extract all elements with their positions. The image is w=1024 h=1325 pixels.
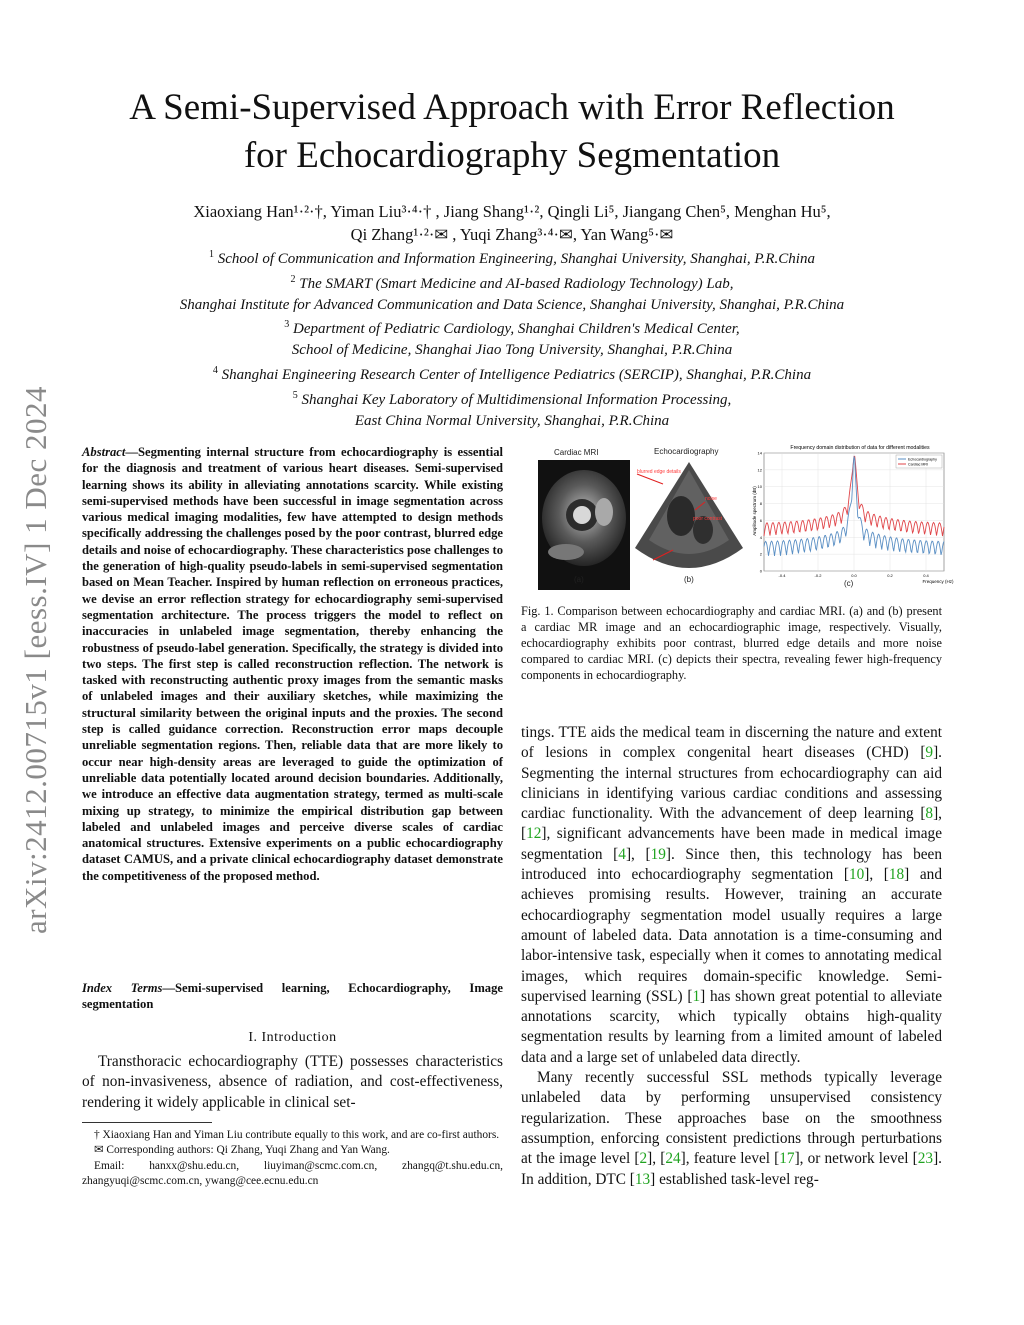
x-tick-label: -0.2 [814, 573, 822, 578]
abstract [82, 444, 503, 884]
chart-title: Frequency domain distribution of data for different modalities [790, 445, 930, 451]
figure-1 [524, 441, 952, 591]
legend-cardiac-mri: Cardiac MRI [908, 462, 928, 467]
x-tick-label: 0.0 [851, 573, 857, 578]
citation-link[interactable]: 9 [925, 744, 934, 762]
footnote-emails: Email: hanxx@shu.edu.cn, liuyiman@scmc.com.cn, zhangq@t.shu.edu.cn, zhangyuqi@scmc.com.cn, ywang@cee.ecnu.edu.cn [82, 1159, 503, 1187]
annotation-blurred-edges: blurred edge details [637, 469, 681, 475]
spectrum-chart [750, 441, 954, 591]
citation-link[interactable]: 19 [650, 845, 666, 863]
intro-paragraph: Transthoracic echocardiography (TTE) possesses characteristics of non-invasiveness, absence of radiation, and cost-effectiveness, rendering it widely applicable in clinical set- [82, 1053, 503, 1111]
x-tick-label: -0.4 [778, 573, 786, 578]
citation-link[interactable]: 17 [779, 1150, 795, 1168]
right-paragraph-1: tings. TTE aids the medical team in discerning the nature and extent of lesions in complex congenital heart diseases (CHD) [9]. Segmenting the internal structures from echocardiography can aid clinicians in identifying various cardiac conditions and assessing cardiac functionality. With the advancement of deep learning [8], [12], significant advancements have been made in medical image segmentation [4], [19]. Since then, this technology has been introduced into echocardiography segmentation [10], [18] and achieves promising results. However, training an accurate echocardiography segmentation model usually requires a large amount of labeled data. Data annotation is a time-consuming and labor-intensive task, especially when it comes to annotating medical images, which requires domain-specific knowledge. Semi-supervised learning (SSL) [1] has shown great potential to alleviate annotations scarcity, which typically obtains high-quality segmentation results by learning from a limited amount of labeled data and a large set of unlabeled data directly. [521, 724, 942, 1066]
chart-legend [896, 455, 942, 468]
echocardiography-image [633, 460, 745, 590]
title-line-1: A Semi-Supervised Approach with Error Reflection [129, 87, 895, 128]
right-column-body [521, 723, 942, 1190]
citation-link[interactable]: 1 [692, 987, 701, 1005]
y-tick-label: 12 [757, 467, 762, 473]
citation-link[interactable]: 18 [888, 866, 905, 884]
authors-line-2: Qi Zhang¹·²·✉ , Yuqi Zhang³·⁴·✉, Yan Wang⁵·✉ [350, 225, 674, 244]
arxiv-sidebar-id [8, 360, 64, 960]
citation-link[interactable]: 4 [618, 845, 626, 863]
x-tick-label: 0.2 [887, 573, 893, 578]
paper-title [60, 84, 964, 180]
abstract-label: Abstract [82, 445, 126, 459]
footnote-corresponding: ✉ Corresponding authors: Qi Zhang, Yuqi Zhang and Yan Wang. [94, 1144, 390, 1157]
y-tick-label: 14 [757, 450, 762, 456]
citation-link[interactable]: 24 [665, 1150, 681, 1168]
label-cardiac-mri: Cardiac MRI [554, 448, 599, 457]
citation-link[interactable]: 23 [917, 1150, 934, 1168]
y-tick-label: 6 [759, 517, 762, 523]
y-tick-label: 0 [759, 568, 762, 574]
index-terms [82, 980, 503, 1013]
subfigure-a-label: (a) [574, 575, 584, 584]
citation-link[interactable]: 13 [634, 1170, 651, 1188]
authors-line-1: Xiaoxiang Han¹·²·†, Yiman Liu³·⁴·† , Jiang Shang¹·², Qingli Li⁵, Jiangang Chen⁵, Menghan Hu⁵, [193, 202, 831, 221]
affiliation-3: $^3$ Department of Pediatric Cardiology, Shanghai Children's Medical Center, [284, 319, 740, 338]
footnote-equal-contribution: † Xiaoxiang Han and Yiman Liu contribute equally to this work, and are co-first authors. [94, 1129, 500, 1141]
annotation-poor-contrast: poor contrast [693, 516, 723, 522]
footnotes [82, 1128, 503, 1189]
y-tick-label: 10 [757, 484, 762, 490]
affiliation-2-cont: Shanghai Institute for Advanced Communication and Data Science, Shanghai University, Shanghai, P.R.China [179, 296, 845, 313]
citation-link[interactable]: 2 [639, 1150, 648, 1168]
author-list [100, 200, 924, 246]
figure-1-caption: Fig. 1. Comparison between echocardiography and cardiac MRI. (a) and (b) present a cardiac MR image and an echocardiographic image, respectively. Visually, echocardiography exhibits poor contrast, blurred edge details and more noise compared to cardiac MRI. (c) depicts their spectra, revealing fewer high-frequency components in echocardiography. [521, 604, 942, 682]
annotation-noise: noise [705, 496, 717, 502]
footnote-rule [82, 1122, 212, 1123]
y-tick-label: 2 [759, 551, 762, 557]
citation-link[interactable]: 10 [848, 866, 865, 884]
y-tick-label: 8 [759, 501, 762, 507]
affiliation-3-cont: School of Medicine, Shanghai Jiao Tong University, Shanghai, P.R.China [291, 342, 733, 359]
index-terms-label: Index Terms [82, 981, 163, 995]
affiliation-4: $^4$ Shanghai Engineering Research Center of Intelligence Pediatrics (SERCIP), Shanghai, P.R.China [212, 364, 812, 383]
affiliation-5: $^5$ Shanghai Key Laboratory of Multidimensional Information Processing, [292, 389, 732, 408]
index-terms-text: —Semi-supervised learning, Echocardiography, Image segmentation [82, 981, 503, 1012]
legend-echocardiography: Echocardiography [908, 457, 937, 462]
right-paragraph-2: Many recently successful SSL methods typically leverage unlabeled data by performing unsupervised consistency regularization. These approaches base on the smoothness assumption, enforcing consistent predictions through perturbations at the image level [2], [24], feature level [17], or network level [23]. In addition, DTC [13] established task-level reg- [521, 1069, 942, 1188]
citation-link[interactable]: 8 [925, 805, 934, 823]
citation-link[interactable]: 12 [526, 825, 542, 843]
affiliations [80, 245, 944, 431]
affiliation-2: $^2$ The SMART (Smart Medicine and AI-based Radiology Technology) Lab, [290, 273, 734, 292]
arxiv-id-text: arXiv:2412.00715v1 [eess.IV] 1 Dec 2024 [18, 385, 53, 935]
x-tick-label: 0.4 [923, 573, 929, 578]
cardiac-mri-image [538, 460, 630, 590]
section-heading-introduction: I. Introduction [248, 1030, 337, 1045]
y-tick-label: 4 [759, 534, 762, 540]
affiliation-1: $^1$ School of Communication and Information Engineering, Shanghai University, Shanghai, P.R.China [209, 249, 815, 267]
title-line-2: for Echocardiography Segmentation [243, 135, 781, 176]
chart-ylabel: Amplitude spectrum (dB) [752, 486, 757, 536]
abstract-text: —Segmenting internal structure from echocardiography is essential for the diagnosis and treatment of various heart diseases. Semi-supervised learning shows its ability in alleviating annotations scarcity. While existing semi-supervised methods have been successful in image segmentation across various medical imaging modalities, few have attempted to design methods specifically addressing the challenges posed by the poor contrast, blurred edge details and noise of echocardiography. These characteristics pose challenges to the generation of high-quality pseudo-labels in semi-supervised segmentation based on Mean Teacher. Inspired by human reflection on erroneous practices, we devise an error reflection strategy for echocardiography semi-supervised segmentation architecture. The process triggers the model to reflect on inaccuracies in unlabeled image segmentation, thereby enhancing the robustness of pseudo-label generation. Specifically, the strategy is divided into two steps. The first step is called reconstruction reflection. The network is tasked with reconstructing authentic proxy images from the semantic masks of unlabeled images and their auxiliary sketches, while maximizing the structural similarity between the original inputs and the proxies. The second step is called guidance correction. Reconstruction error maps decouple unreliable segmentation regions. Then, reliable data that are more likely to occur near high-density areas are leveraged to guide the optimization of unreliable data potentially located around decision boundaries. Additionally, we introduce an effective data augmentation strategy, termed as multi-scale mixing up strategy, to minimize the empirical distribution gap between labeled and unlabeled images and perceive diverse scales of cardiac anatomical structures. Extensive experiments on a public echocardiography dataset CAMUS, and a private clinical echocardiography dataset demonstrate the competitiveness of the proposed method. [82, 445, 503, 883]
chart-xlabel: Frequency (Hz) [922, 579, 954, 584]
subfigure-b-label: (b) [684, 575, 694, 584]
affiliation-5-cont: East China Normal University, Shanghai, P.R.China [354, 412, 670, 429]
subfigure-c-label: (c) [844, 579, 854, 588]
label-echocardiography: Echocardiography [654, 447, 719, 456]
